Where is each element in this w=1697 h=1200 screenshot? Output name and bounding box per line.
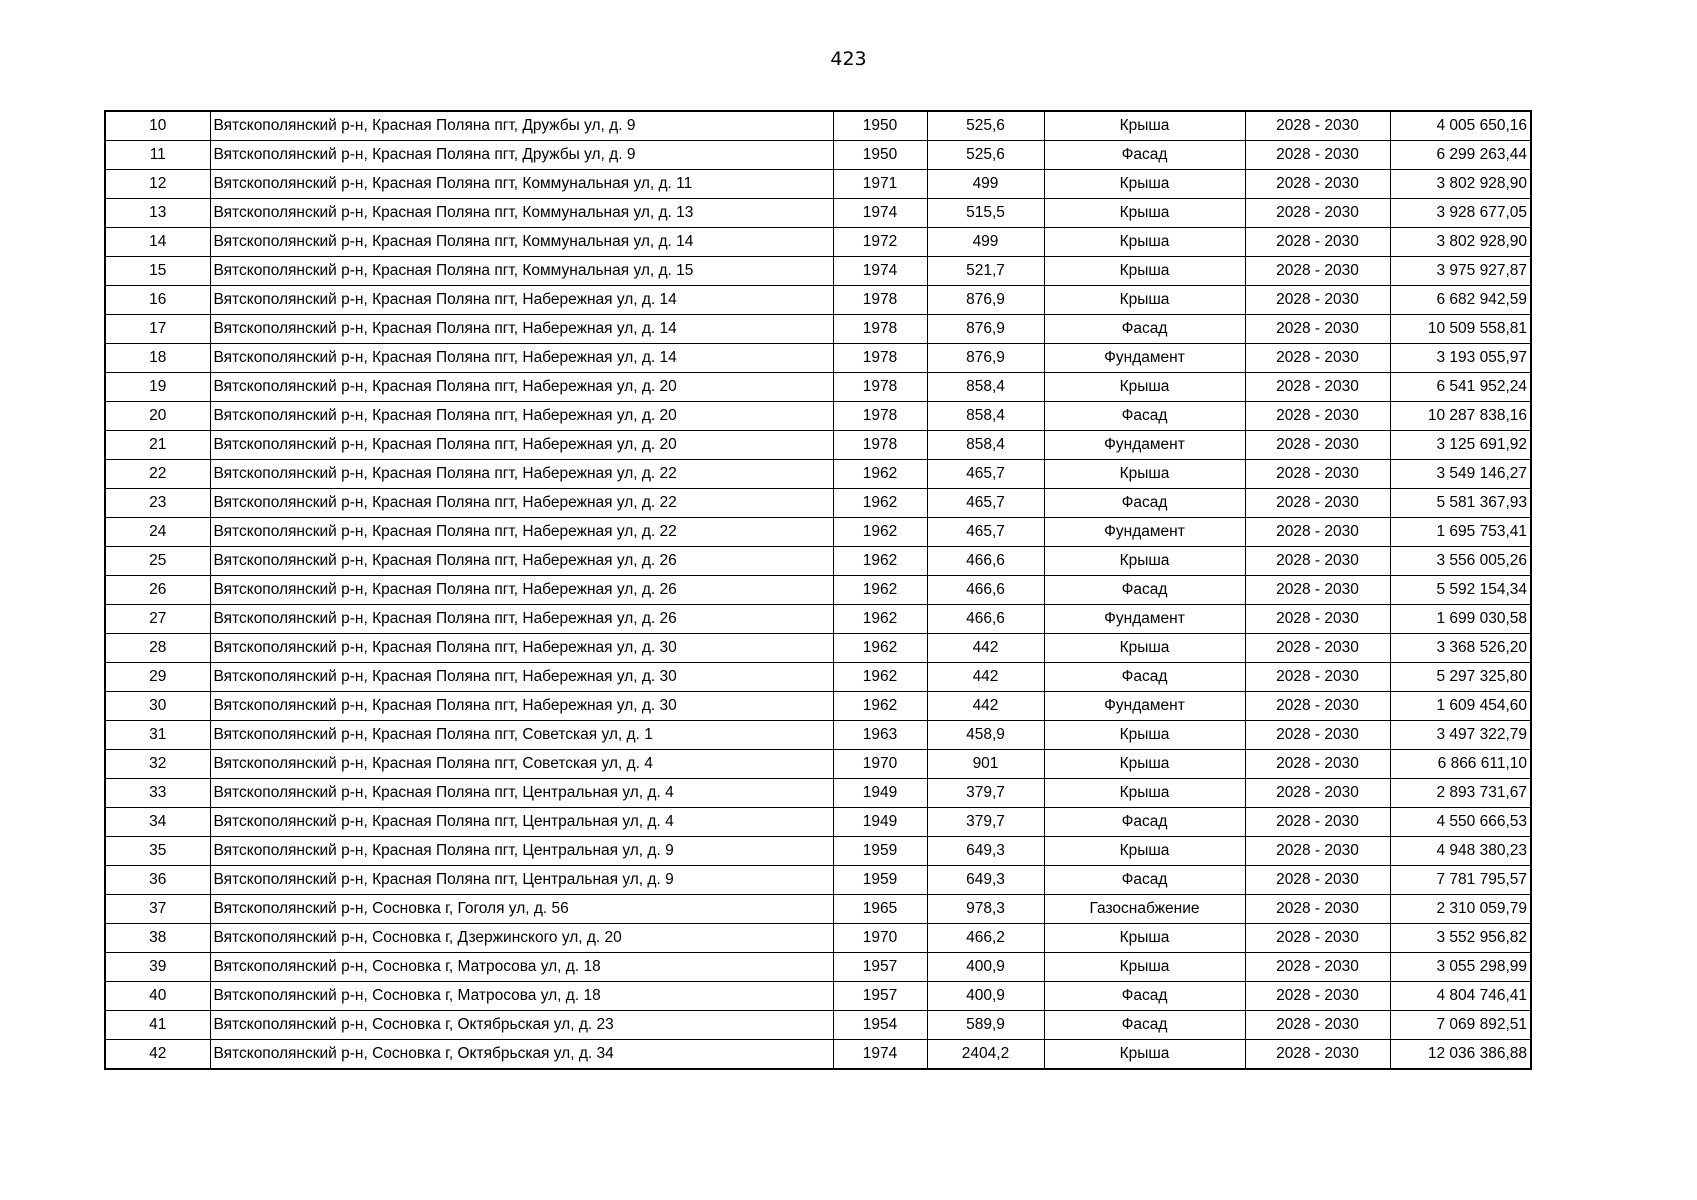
area-cell: 499 [927,228,1044,257]
cost-cell: 10 509 558,81 [1390,315,1531,344]
table-row [105,663,1531,692]
build-year-cell: 1978 [833,286,927,315]
table-row [105,779,1531,808]
period-cell: 2028 - 2030 [1245,547,1390,576]
period-cell: 2028 - 2030 [1245,518,1390,547]
period-cell: 2028 - 2030 [1245,750,1390,779]
address-cell: Вятскополянский р-н, Красная Поляна пгт, Набережная ул, д. 20 [210,431,833,460]
row-number-cell: 26 [105,576,210,605]
table-row [105,634,1531,663]
work-type-cell: Крыша [1044,286,1245,315]
table-row [105,141,1531,170]
address-cell: Вятскополянский р-н, Сосновка г, Дзержинского ул, д. 20 [210,924,833,953]
work-type-cell: Фасад [1044,402,1245,431]
period-cell: 2028 - 2030 [1245,924,1390,953]
build-year-cell: 1978 [833,344,927,373]
row-number-cell: 29 [105,663,210,692]
build-year-cell: 1974 [833,199,927,228]
area-cell: 649,3 [927,837,1044,866]
table-row [105,808,1531,837]
period-cell: 2028 - 2030 [1245,837,1390,866]
period-cell: 2028 - 2030 [1245,605,1390,634]
address-cell: Вятскополянский р-н, Красная Поляна пгт, Набережная ул, д. 22 [210,489,833,518]
work-type-cell: Фундамент [1044,518,1245,547]
row-number-cell: 32 [105,750,210,779]
table-row [105,402,1531,431]
table-row [105,982,1531,1011]
work-type-cell: Крыша [1044,111,1245,141]
period-cell: 2028 - 2030 [1245,199,1390,228]
address-cell: Вятскополянский р-н, Красная Поляна пгт, Коммунальная ул, д. 14 [210,228,833,257]
area-cell: 515,5 [927,199,1044,228]
address-cell: Вятскополянский р-н, Красная Поляна пгт, Набережная ул, д. 20 [210,402,833,431]
period-cell: 2028 - 2030 [1245,576,1390,605]
period-cell: 2028 - 2030 [1245,111,1390,141]
work-type-cell: Крыша [1044,373,1245,402]
table-row [105,837,1531,866]
address-cell: Вятскополянский р-н, Красная Поляна пгт, Центральная ул, д. 9 [210,866,833,895]
work-type-cell: Крыша [1044,228,1245,257]
cost-cell: 3 552 956,82 [1390,924,1531,953]
area-cell: 978,3 [927,895,1044,924]
build-year-cell: 1954 [833,1011,927,1040]
build-year-cell: 1962 [833,692,927,721]
address-cell: Вятскополянский р-н, Красная Поляна пгт, Дружбы ул, д. 9 [210,141,833,170]
cost-cell: 12 036 386,88 [1390,1040,1531,1070]
build-year-cell: 1971 [833,170,927,199]
table-row [105,721,1531,750]
area-cell: 466,6 [927,605,1044,634]
work-type-cell: Крыша [1044,924,1245,953]
table-row [105,257,1531,286]
area-cell: 400,9 [927,953,1044,982]
build-year-cell: 1974 [833,257,927,286]
address-cell: Вятскополянский р-н, Сосновка г, Октябрьская ул, д. 34 [210,1040,833,1070]
cost-cell: 4 550 666,53 [1390,808,1531,837]
address-cell: Вятскополянский р-н, Красная Поляна пгт, Коммунальная ул, д. 13 [210,199,833,228]
row-number-cell: 16 [105,286,210,315]
address-cell: Вятскополянский р-н, Красная Поляна пгт, Советская ул, д. 4 [210,750,833,779]
period-cell: 2028 - 2030 [1245,692,1390,721]
cost-cell: 3 055 298,99 [1390,953,1531,982]
build-year-cell: 1962 [833,547,927,576]
build-year-cell: 1957 [833,953,927,982]
work-type-cell: Фасад [1044,663,1245,692]
build-year-cell: 1978 [833,431,927,460]
table-row [105,460,1531,489]
area-cell: 876,9 [927,286,1044,315]
row-number-cell: 34 [105,808,210,837]
address-cell: Вятскополянский р-н, Красная Поляна пгт, Набережная ул, д. 30 [210,663,833,692]
work-type-cell: Крыша [1044,257,1245,286]
work-type-cell: Фасад [1044,982,1245,1011]
work-type-cell: Крыша [1044,837,1245,866]
area-cell: 465,7 [927,489,1044,518]
area-cell: 466,6 [927,547,1044,576]
table-row [105,228,1531,257]
area-cell: 589,9 [927,1011,1044,1040]
table-row [105,1011,1531,1040]
address-cell: Вятскополянский р-н, Красная Поляна пгт, Набережная ул, д. 22 [210,518,833,547]
period-cell: 2028 - 2030 [1245,634,1390,663]
cost-cell: 3 497 322,79 [1390,721,1531,750]
cost-cell: 6 866 611,10 [1390,750,1531,779]
row-number-cell: 23 [105,489,210,518]
table-row [105,953,1531,982]
period-cell: 2028 - 2030 [1245,663,1390,692]
build-year-cell: 1950 [833,111,927,141]
cost-cell: 3 193 055,97 [1390,344,1531,373]
build-year-cell: 1962 [833,576,927,605]
period-cell: 2028 - 2030 [1245,1011,1390,1040]
work-type-cell: Крыша [1044,634,1245,663]
period-cell: 2028 - 2030 [1245,373,1390,402]
work-type-cell: Газоснабжение [1044,895,1245,924]
period-cell: 2028 - 2030 [1245,721,1390,750]
period-cell: 2028 - 2030 [1245,402,1390,431]
build-year-cell: 1962 [833,605,927,634]
address-cell: Вятскополянский р-н, Красная Поляна пгт, Набережная ул, д. 14 [210,344,833,373]
build-year-cell: 1974 [833,1040,927,1070]
table-row [105,373,1531,402]
work-type-cell: Фундамент [1044,692,1245,721]
table-row [105,199,1531,228]
table-row [105,605,1531,634]
cost-cell: 6 541 952,24 [1390,373,1531,402]
cost-cell: 4 804 746,41 [1390,982,1531,1011]
cost-cell: 2 893 731,67 [1390,779,1531,808]
address-cell: Вятскополянский р-н, Красная Поляна пгт, Центральная ул, д. 9 [210,837,833,866]
table-row [105,576,1531,605]
area-cell: 525,6 [927,141,1044,170]
row-number-cell: 27 [105,605,210,634]
row-number-cell: 39 [105,953,210,982]
row-number-cell: 35 [105,837,210,866]
row-number-cell: 25 [105,547,210,576]
period-cell: 2028 - 2030 [1245,953,1390,982]
area-cell: 499 [927,170,1044,199]
build-year-cell: 1962 [833,663,927,692]
table-row [105,489,1531,518]
build-year-cell: 1949 [833,808,927,837]
cost-cell: 1 699 030,58 [1390,605,1531,634]
work-type-cell: Крыша [1044,199,1245,228]
build-year-cell: 1950 [833,141,927,170]
build-year-cell: 1978 [833,373,927,402]
build-year-cell: 1978 [833,315,927,344]
work-type-cell: Фундамент [1044,605,1245,634]
area-cell: 466,2 [927,924,1044,953]
work-type-cell: Крыша [1044,460,1245,489]
period-cell: 2028 - 2030 [1245,228,1390,257]
work-type-cell: Фасад [1044,1011,1245,1040]
build-year-cell: 1959 [833,837,927,866]
work-type-cell: Фасад [1044,141,1245,170]
period-cell: 2028 - 2030 [1245,1040,1390,1070]
table-row [105,547,1531,576]
period-cell: 2028 - 2030 [1245,895,1390,924]
cost-cell: 1 609 454,60 [1390,692,1531,721]
period-cell: 2028 - 2030 [1245,170,1390,199]
address-cell: Вятскополянский р-н, Красная Поляна пгт, Набережная ул, д. 30 [210,634,833,663]
area-cell: 442 [927,634,1044,663]
area-cell: 442 [927,663,1044,692]
area-cell: 858,4 [927,402,1044,431]
row-number-cell: 19 [105,373,210,402]
period-cell: 2028 - 2030 [1245,315,1390,344]
build-year-cell: 1970 [833,924,927,953]
work-type-cell: Фасад [1044,866,1245,895]
cost-cell: 1 695 753,41 [1390,518,1531,547]
area-cell: 876,9 [927,344,1044,373]
period-cell: 2028 - 2030 [1245,257,1390,286]
address-cell: Вятскополянский р-н, Красная Поляна пгт, Набережная ул, д. 26 [210,547,833,576]
work-type-cell: Крыша [1044,953,1245,982]
area-cell: 649,3 [927,866,1044,895]
address-cell: Вятскополянский р-н, Сосновка г, Октябрьская ул, д. 23 [210,1011,833,1040]
row-number-cell: 14 [105,228,210,257]
address-cell: Вятскополянский р-н, Красная Поляна пгт, Набережная ул, д. 20 [210,373,833,402]
cost-cell: 6 682 942,59 [1390,286,1531,315]
work-type-cell: Крыша [1044,721,1245,750]
row-number-cell: 42 [105,1040,210,1070]
table-body [105,111,1531,1069]
area-cell: 901 [927,750,1044,779]
period-cell: 2028 - 2030 [1245,808,1390,837]
cost-cell: 3 549 146,27 [1390,460,1531,489]
build-year-cell: 1972 [833,228,927,257]
address-cell: Вятскополянский р-н, Красная Поляна пгт, Набережная ул, д. 30 [210,692,833,721]
area-cell: 858,4 [927,373,1044,402]
area-cell: 465,7 [927,518,1044,547]
table-row [105,431,1531,460]
build-year-cell: 1963 [833,721,927,750]
area-cell: 442 [927,692,1044,721]
work-type-cell: Крыша [1044,170,1245,199]
table-row [105,1040,1531,1070]
area-cell: 465,7 [927,460,1044,489]
period-cell: 2028 - 2030 [1245,344,1390,373]
table-row [105,924,1531,953]
address-cell: Вятскополянский р-н, Красная Поляна пгт, Центральная ул, д. 4 [210,808,833,837]
table-row [105,895,1531,924]
address-cell: Вятскополянский р-н, Красная Поляна пгт, Набережная ул, д. 26 [210,576,833,605]
work-type-cell: Фасад [1044,489,1245,518]
area-cell: 2404,2 [927,1040,1044,1070]
area-cell: 379,7 [927,808,1044,837]
period-cell: 2028 - 2030 [1245,489,1390,518]
address-cell: Вятскополянский р-н, Красная Поляна пгт, Набережная ул, д. 22 [210,460,833,489]
cost-cell: 5 592 154,34 [1390,576,1531,605]
period-cell: 2028 - 2030 [1245,982,1390,1011]
cost-cell: 6 299 263,44 [1390,141,1531,170]
table-row [105,286,1531,315]
table-row [105,170,1531,199]
build-year-cell: 1957 [833,982,927,1011]
row-number-cell: 31 [105,721,210,750]
row-number-cell: 28 [105,634,210,663]
build-year-cell: 1962 [833,489,927,518]
area-cell: 525,6 [927,111,1044,141]
row-number-cell: 24 [105,518,210,547]
build-year-cell: 1962 [833,634,927,663]
cost-cell: 4 948 380,23 [1390,837,1531,866]
row-number-cell: 10 [105,111,210,141]
cost-cell: 7 069 892,51 [1390,1011,1531,1040]
area-cell: 521,7 [927,257,1044,286]
address-cell: Вятскополянский р-н, Красная Поляна пгт, Набережная ул, д. 26 [210,605,833,634]
work-type-cell: Крыша [1044,750,1245,779]
period-cell: 2028 - 2030 [1245,141,1390,170]
build-year-cell: 1965 [833,895,927,924]
table-row [105,866,1531,895]
period-cell: 2028 - 2030 [1245,286,1390,315]
table-row [105,344,1531,373]
cost-cell: 3 975 927,87 [1390,257,1531,286]
row-number-cell: 30 [105,692,210,721]
table-row [105,111,1531,141]
page-number: 423 [830,48,867,70]
cost-cell: 4 005 650,16 [1390,111,1531,141]
period-cell: 2028 - 2030 [1245,779,1390,808]
work-type-cell: Крыша [1044,547,1245,576]
work-type-cell: Крыша [1044,1040,1245,1070]
table-row [105,315,1531,344]
address-cell: Вятскополянский р-н, Красная Поляна пгт, Дружбы ул, д. 9 [210,111,833,141]
period-cell: 2028 - 2030 [1245,866,1390,895]
row-number-cell: 38 [105,924,210,953]
area-cell: 379,7 [927,779,1044,808]
area-cell: 858,4 [927,431,1044,460]
row-number-cell: 37 [105,895,210,924]
build-year-cell: 1978 [833,402,927,431]
build-year-cell: 1959 [833,866,927,895]
area-cell: 466,6 [927,576,1044,605]
area-cell: 400,9 [927,982,1044,1011]
row-number-cell: 15 [105,257,210,286]
work-type-cell: Фасад [1044,808,1245,837]
cost-cell: 3 802 928,90 [1390,228,1531,257]
row-number-cell: 36 [105,866,210,895]
period-cell: 2028 - 2030 [1245,460,1390,489]
row-number-cell: 22 [105,460,210,489]
row-number-cell: 40 [105,982,210,1011]
address-cell: Вятскополянский р-н, Сосновка г, Матросова ул, д. 18 [210,953,833,982]
row-number-cell: 33 [105,779,210,808]
build-year-cell: 1962 [833,518,927,547]
address-cell: Вятскополянский р-н, Сосновка г, Гоголя ул, д. 56 [210,895,833,924]
cost-cell: 3 368 526,20 [1390,634,1531,663]
repair-register-table [104,110,1532,1070]
table-row [105,692,1531,721]
row-number-cell: 21 [105,431,210,460]
address-cell: Вятскополянский р-н, Красная Поляна пгт, Набережная ул, д. 14 [210,286,833,315]
area-cell: 458,9 [927,721,1044,750]
build-year-cell: 1970 [833,750,927,779]
row-number-cell: 11 [105,141,210,170]
row-number-cell: 20 [105,402,210,431]
address-cell: Вятскополянский р-н, Красная Поляна пгт, Набережная ул, д. 14 [210,315,833,344]
row-number-cell: 41 [105,1011,210,1040]
cost-cell: 2 310 059,79 [1390,895,1531,924]
cost-cell: 3 556 005,26 [1390,547,1531,576]
work-type-cell: Фундамент [1044,344,1245,373]
row-number-cell: 12 [105,170,210,199]
table-row [105,750,1531,779]
cost-cell: 3 802 928,90 [1390,170,1531,199]
cost-cell: 5 297 325,80 [1390,663,1531,692]
address-cell: Вятскополянский р-н, Красная Поляна пгт, Коммунальная ул, д. 11 [210,170,833,199]
cost-cell: 3 928 677,05 [1390,199,1531,228]
work-type-cell: Фундамент [1044,431,1245,460]
address-cell: Вятскополянский р-н, Сосновка г, Матросова ул, д. 18 [210,982,833,1011]
build-year-cell: 1962 [833,460,927,489]
row-number-cell: 13 [105,199,210,228]
work-type-cell: Крыша [1044,779,1245,808]
row-number-cell: 18 [105,344,210,373]
area-cell: 876,9 [927,315,1044,344]
address-cell: Вятскополянский р-н, Красная Поляна пгт, Коммунальная ул, д. 15 [210,257,833,286]
cost-cell: 3 125 691,92 [1390,431,1531,460]
cost-cell: 10 287 838,16 [1390,402,1531,431]
build-year-cell: 1949 [833,779,927,808]
row-number-cell: 17 [105,315,210,344]
address-cell: Вятскополянский р-н, Красная Поляна пгт, Советская ул, д. 1 [210,721,833,750]
table-row [105,518,1531,547]
period-cell: 2028 - 2030 [1245,431,1390,460]
cost-cell: 7 781 795,57 [1390,866,1531,895]
work-type-cell: Фасад [1044,315,1245,344]
cost-cell: 5 581 367,93 [1390,489,1531,518]
address-cell: Вятскополянский р-н, Красная Поляна пгт, Центральная ул, д. 4 [210,779,833,808]
work-type-cell: Фасад [1044,576,1245,605]
